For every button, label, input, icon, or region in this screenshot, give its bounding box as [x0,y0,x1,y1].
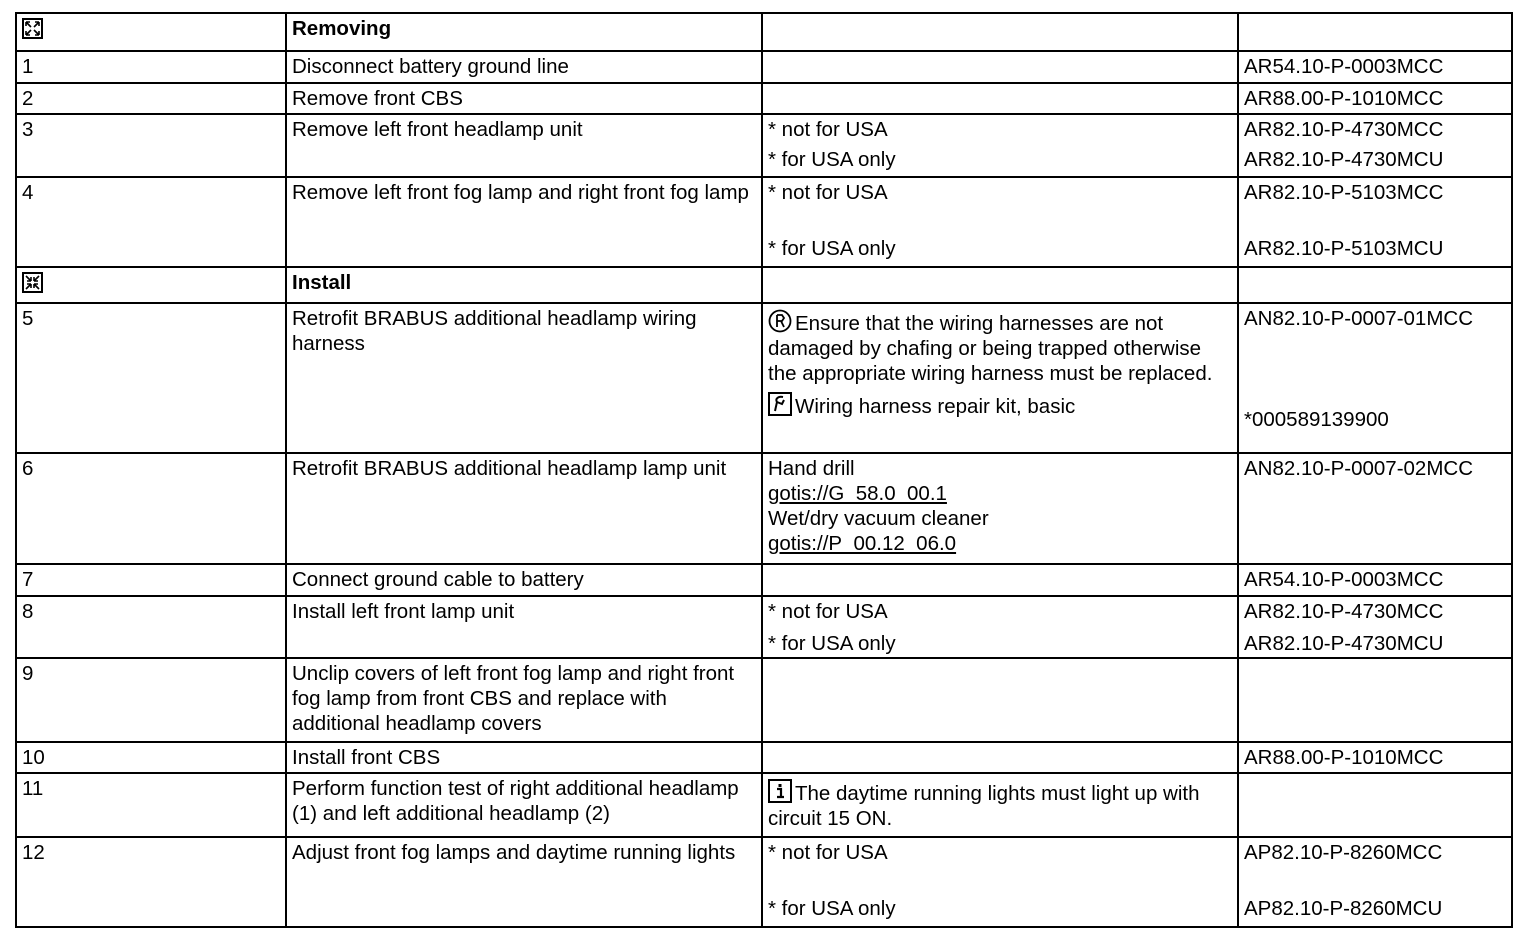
notes-cell [762,177,1238,267]
step-number: 12 [16,837,286,927]
refs-cell [1238,837,1512,927]
step-row [16,303,1512,453]
procedure-table [15,12,1513,928]
step-number: 2 [16,83,286,114]
doc-reference: AR54.10-P-0003MCC [1238,564,1512,596]
tool-note [768,392,1232,419]
step-action: Adjust front fog lamps and daytime running lights [286,837,762,927]
refs-cell [1238,177,1512,267]
refs-cell [1238,114,1512,177]
info-icon [768,779,792,803]
step-number: 5 [16,303,286,453]
step-number: 10 [16,742,286,773]
market-note: * not for USA [768,841,888,864]
tools-cell [762,453,1238,564]
step-number: 1 [16,51,286,83]
doc-reference: AR88.00-P-1010MCC [1238,742,1512,773]
section-row-removing [16,13,1512,51]
step-number: 4 [16,177,286,267]
step-row [16,837,1512,927]
doc-reference: AN82.10-P-0007-02MCC [1238,453,1512,564]
refs-cell [1238,596,1512,658]
caution-note [768,309,1232,386]
removal-procedure-icon [22,18,43,39]
market-note: * not for USA [768,118,888,141]
step-row [16,596,1512,658]
step-row [16,114,1512,177]
step-action: Connect ground cable to battery [286,564,762,596]
step-action: Install front CBS [286,742,762,773]
market-note: * for USA only [768,632,896,655]
notes-cell [762,837,1238,927]
step-action: Retrofit BRABUS additional headlamp lamp unit [286,453,762,564]
step-action: Retrofit BRABUS additional headlamp wiring harness [286,303,762,453]
doc-reference: AP82.10-P-8260MCU [1244,897,1443,920]
installation-procedure-icon [22,272,43,293]
step-action: Remove left front headlamp unit [286,114,762,177]
doc-reference: AR82.10-P-5103MCU [1244,237,1444,260]
step-action: Remove left front fog lamp and right front fog lamp [286,177,762,267]
step-number: 11 [16,773,286,837]
info-text: The daytime running lights must light up with circuit 15 ON. [768,782,1200,830]
section-title: Install [286,267,762,303]
doc-reference: AR88.00-P-1010MCC [1238,83,1512,114]
section-title: Removing [286,13,762,51]
step-row [16,51,1512,83]
tool-name: Wet/dry vacuum cleaner [768,507,989,530]
doc-reference: AR82.10-P-4730MCC [1244,600,1444,623]
notes-cell [762,596,1238,658]
market-note: * for USA only [768,148,896,171]
caution-icon [768,309,792,333]
step-action: Install left front lamp unit [286,596,762,658]
special-tool-icon [768,392,792,416]
step-row [16,177,1512,267]
doc-reference: AR82.10-P-4730MCU [1244,148,1444,171]
install-cell [16,267,286,303]
notes-cell [762,303,1238,453]
step-number: 6 [16,453,286,564]
tool-text: Wiring harness repair kit, basic [795,395,1076,418]
doc-reference: AR54.10-P-0003MCC [1238,51,1512,83]
step-action: Unclip covers of left front fog lamp and right front fog lamp from front CBS and replace with additional headlamp covers [286,658,762,742]
market-note: * for USA only [768,897,896,920]
notes-cell [762,114,1238,177]
info-note [768,779,1232,831]
section-row-install [16,267,1512,303]
market-note: * not for USA [768,181,888,204]
step-action: Remove front CBS [286,83,762,114]
step-number: 7 [16,564,286,596]
step-row [16,773,1512,837]
step-number: 8 [16,596,286,658]
tool-name: Hand drill [768,457,855,480]
doc-reference: AN82.10-P-0007-01MCC [1244,307,1474,330]
doc-reference: AP82.10-P-8260MCC [1244,841,1443,864]
step-row [16,658,1512,742]
step-action: Perform function test of right additional headlamp (1) and left additional headlamp (2) [286,773,762,837]
removal-cell [16,13,286,51]
notes-cell [762,773,1238,837]
step-row [16,742,1512,773]
market-note: * for USA only [768,237,896,260]
step-action: Disconnect battery ground line [286,51,762,83]
part-number: *000589139900 [1244,408,1389,431]
step-number: 9 [16,658,286,742]
doc-reference: AR82.10-P-4730MCU [1244,632,1444,655]
doc-reference: AR82.10-P-5103MCC [1244,181,1444,204]
tool-link[interactable]: gotis://P_00.12_06.0 [768,532,957,555]
step-row [16,83,1512,114]
market-note: * not for USA [768,600,888,623]
doc-reference: AR82.10-P-4730MCC [1244,118,1444,141]
tool-link[interactable]: gotis://G_58.0_00.1 [768,482,947,505]
caution-text: Ensure that the wiring harnesses are not damaged by chafing or being trapped otherwise the appropriate wiring harness must be replaced. [768,312,1213,385]
step-number: 3 [16,114,286,177]
step-row [16,564,1512,596]
step-row [16,453,1512,564]
refs-cell [1238,303,1512,453]
